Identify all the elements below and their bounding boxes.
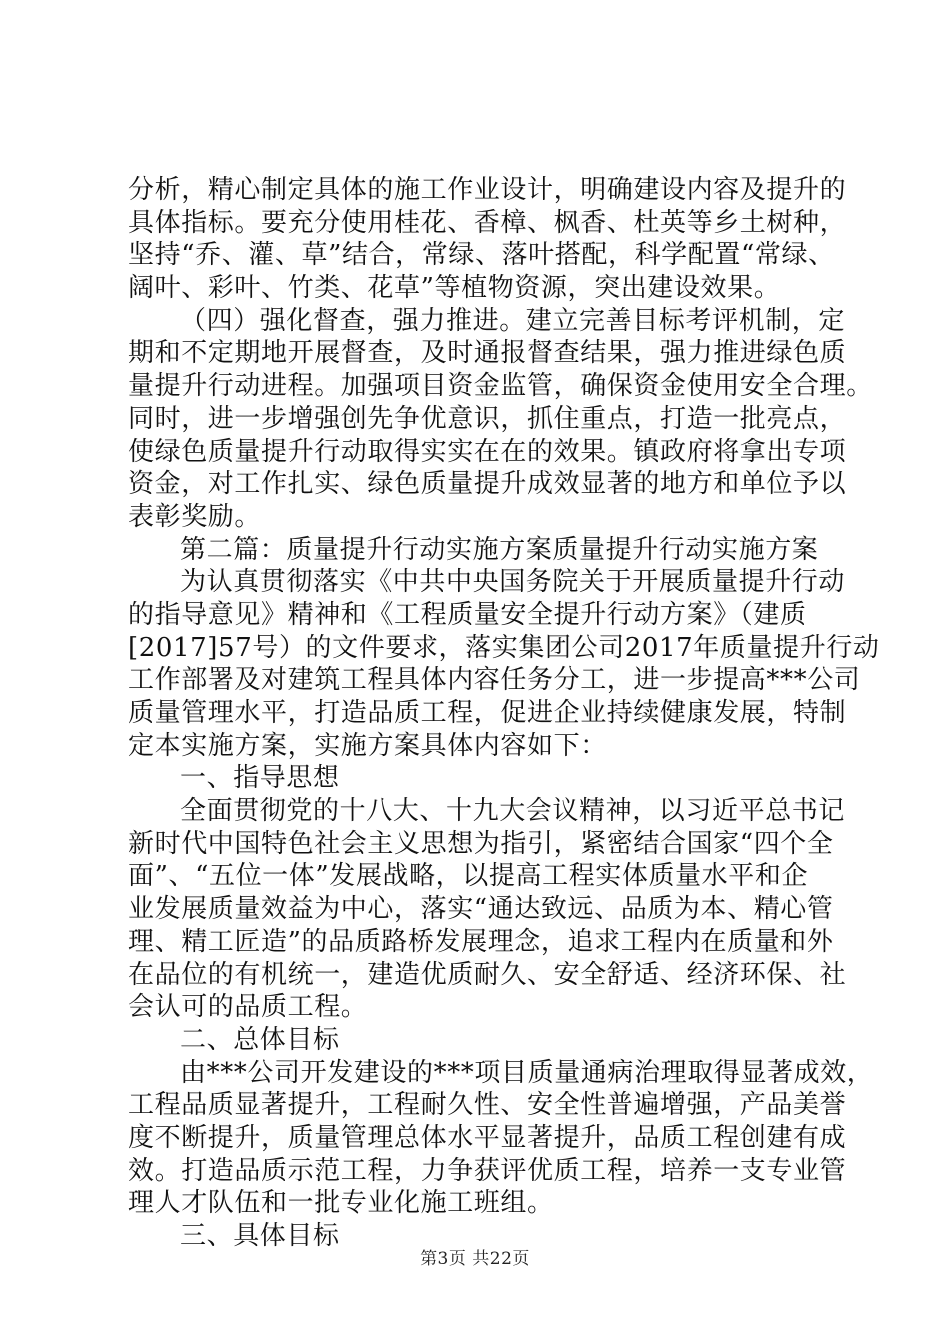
text-line: 三、具体目标 <box>180 1221 340 1251</box>
text-line: 坚持“乔、灌、草”结合，常绿、落叶搭配，科学配置“常绿、 <box>128 240 835 271</box>
text-line: 度不断提升，质量管理总体水平显著提升，品质工程创建有成 <box>128 1122 847 1153</box>
text-line: 一、指导思想 <box>180 763 340 794</box>
text-line: （四）强化督查，强力推进。建立完善目标考评机制，定 <box>180 305 846 336</box>
text-line: 质量管理水平，打造品质工程，促进企业持续健康发展，特制 <box>128 698 847 728</box>
text-line: 期和不定期地开展督查，及时通报督查结果，强力推进绿色质 <box>128 338 847 369</box>
text-line: 新时代中国特色社会主义思想为指引，紧密结合国家“四个全 <box>128 828 834 859</box>
text-line: 会认可的品质工程。 <box>128 992 368 1023</box>
text-line: 在品位的有机统一，建造优质耐久、安全舒适、经济环保、社 <box>128 959 847 990</box>
text-line: 量提升行动进程。加强项目资金监管，确保资金使用安全合理。 <box>128 371 873 402</box>
document-body <box>128 174 880 1253</box>
text-line: 定本实施方案，实施方案具体内容如下： <box>128 730 607 761</box>
page-footer: 第3页 共22页 <box>420 1249 530 1269</box>
text-line: 同时，进一步增强创先争优意识，抓住重点，打造一批亮点， <box>128 403 847 434</box>
text-line: 表彰奖励。 <box>128 501 262 532</box>
text-line: 由***公司开发建设的***项目质量通病治理取得显著成效， <box>180 1057 874 1088</box>
text-line: 分析，精心制定具体的施工作业设计，明确建设内容及提升的 <box>128 175 847 205</box>
text-line: 使绿色质量提升行动取得实实在在的效果。镇政府将拿出专项 <box>128 436 847 467</box>
text-line: 全面贯彻党的十八大、十九大会议精神，以习近平总书记 <box>180 796 846 827</box>
text-line: [2017]57号）的文件要求，落实集团公司2017年质量提升行动 <box>128 632 880 663</box>
text-line: 理人才队伍和一批专业化施工班组。 <box>128 1188 554 1219</box>
text-line: 工程品质显著提升，工程耐久性、安全性普遍增强，产品美誉 <box>128 1090 847 1121</box>
text-line: 第二篇：质量提升行动实施方案质量提升行动实施方案 <box>180 534 819 565</box>
text-line: 具体指标。要充分使用桂花、香樟、枫香、杜英等乡土树种， <box>128 207 847 238</box>
text-line: 的指导意见》精神和《工程质量安全提升行动方案》（建质 <box>128 599 807 630</box>
text-line: 资金，对工作扎实、绿色质量提升成效显著的地方和单位予以 <box>128 469 847 500</box>
text-line: 二、总体目标 <box>180 1024 340 1055</box>
text-line: 面”、“五位一体”发展战略，以提高工程实体质量水平和企 <box>128 861 809 892</box>
text-line: 理、精工匠造”的品质路桥发展理念，追求工程内在质量和外 <box>128 926 834 957</box>
text-line: 为认真贯彻落实《中共中央国务院关于开展质量提升行动 <box>180 567 846 598</box>
text-line: 业发展质量效益为中心，落实“通达致远、品质为本、精心管 <box>128 894 834 925</box>
text-line: 效。打造品质示范工程，力争获评优质工程，培养一支专业管 <box>128 1155 847 1186</box>
text-line: 阔叶、彩叶、竹类、花草”等植物资源，突出建设效果。 <box>128 273 781 304</box>
text-line: 工作部署及对建筑工程具体内容任务分工，进一步提高***公司 <box>128 665 861 696</box>
